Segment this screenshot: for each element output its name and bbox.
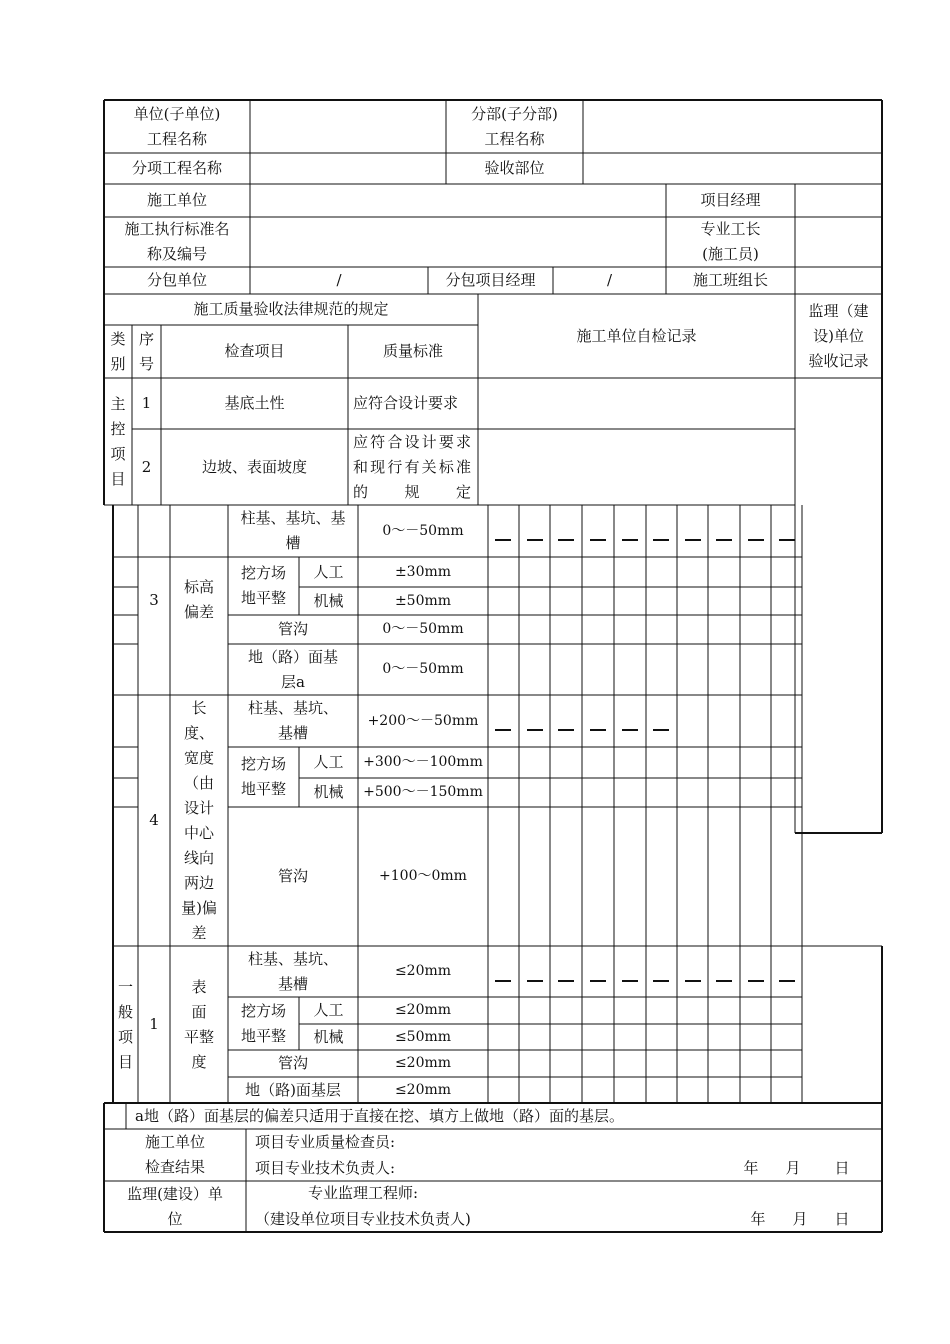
team-leader-label: 施工班组长 [692, 271, 768, 289]
main-control-item-1: 基底土性 [224, 394, 285, 412]
general-label: 一 般 项 目 [117, 977, 133, 1071]
elevation-std-foundation: 0～－50mm [382, 522, 464, 539]
dash-mark [653, 539, 669, 541]
day-label-2: 日 [834, 1209, 850, 1228]
length-width-name: 长 度、 宽度 （由 设计 中心 线向 两边 量)偏 差 [181, 698, 217, 942]
supervision-unit-label: 监理(建设）单 位 [127, 1184, 223, 1228]
quality-standard-header: 质量标准 [382, 342, 443, 360]
length-width-std-trench: +100～0mm [379, 868, 467, 884]
construction-result-label: 施工单位 检查结果 [144, 1133, 205, 1176]
length-width-item-foundation: 柱基、基坑、 基槽 [247, 699, 338, 742]
supervision-header: 监理（建 设)单位 验收记录 [808, 301, 869, 370]
professional-foreman-label: 专业工长 (施工员) [700, 220, 761, 263]
dash-mark [748, 539, 764, 541]
footnote: a地（路）面基层的偏差只适用于直接在挖、填方上做地（路）面的基层。 [135, 1106, 624, 1125]
year-label-2: 年 [750, 1209, 766, 1228]
elevation-name: 标高 偏差 [183, 578, 214, 621]
subcontract-manager-label: 分包项目经理 [445, 271, 536, 289]
dash-mark [622, 539, 638, 541]
length-width-no: 4 [149, 811, 159, 829]
elevation-item-road-base: 地（路）面基 层a [247, 647, 338, 691]
general-std-machine: ≤50mm [394, 1028, 452, 1045]
dash-mark [590, 539, 606, 541]
supervising-engineer-label: 专业监理工程师: [308, 1184, 419, 1202]
dash-mark [495, 729, 511, 731]
dash-mark [685, 980, 701, 982]
subcontractor-value: / [336, 271, 342, 289]
general-std-manual: ≤20mm [394, 1002, 452, 1018]
day-label: 日 [834, 1158, 850, 1177]
tech-leader-label: 项目专业技术负责人: [255, 1158, 396, 1177]
subcontract-manager-value: / [606, 271, 613, 289]
month-label: 月 [785, 1158, 801, 1177]
length-width-manual-label: 人工 [313, 753, 344, 771]
owner-tech-leader-label: （建设单位项目专业技术负责人) [255, 1209, 471, 1228]
dash-mark [527, 539, 543, 541]
dash-mark [590, 980, 606, 982]
general-item-road-base: 地（路)面基层 [245, 1080, 341, 1099]
elevation-no: 3 [149, 590, 159, 609]
check-item-header: 检查项目 [224, 342, 285, 360]
dash-mark [527, 980, 543, 982]
dash-mark [779, 980, 795, 982]
acceptance-location-label: 验收部位 [484, 159, 545, 177]
length-width-trench-label: 管沟 [277, 867, 308, 885]
main-control-no-2: 2 [141, 457, 152, 476]
length-width-std-foundation: +200～－50mm [367, 712, 479, 729]
dash-mark [779, 539, 795, 541]
length-width-excavation-label: 挖方场 地平整 [240, 755, 286, 798]
length-width-std-manual: +300～－100mm [363, 754, 483, 770]
subcontractor-label: 分包单位 [146, 271, 207, 289]
main-control-item-2: 边坡、表面坡度 [201, 457, 307, 476]
project-manager-label: 项目经理 [700, 191, 761, 209]
elevation-std-trench: 0～－50mm [382, 621, 464, 637]
sub-item-name-label: 分项工程名称 [131, 159, 222, 177]
dash-mark [685, 539, 701, 541]
elevation-std-road-base: 0～－50mm [382, 661, 464, 677]
length-width-std-machine: +500～－150mm [363, 784, 483, 800]
dash-mark [716, 539, 732, 541]
dash-mark [558, 729, 574, 731]
elevation-machine-label: 机械 [313, 591, 344, 610]
dash-mark [495, 980, 511, 982]
general-excavation-label: 挖方场 地平整 [240, 1001, 286, 1045]
elevation-trench-label: 管沟 [277, 620, 308, 638]
construction-unit-label: 施工单位 [146, 191, 207, 209]
general-std-road-base: ≤20mm [394, 1081, 452, 1098]
dash-mark [622, 729, 638, 731]
general-item-foundation: 柱基、基坑、 基槽 [247, 949, 338, 993]
dash-mark [653, 980, 669, 982]
elevation-manual-label: 人工 [313, 562, 344, 581]
dash-mark [495, 539, 511, 541]
elevation-item-foundation: 柱基、基坑、基 槽 [240, 509, 346, 552]
unit-project-name-label: 单位(子单位) 工程名称 [133, 104, 221, 148]
division-project-name-label: 分部(子分部) 工程名称 [471, 104, 558, 148]
dash-mark [558, 539, 574, 541]
dash-mark [558, 980, 574, 982]
category-header: 类 别 [110, 329, 126, 373]
general-std-foundation: ≤20mm [394, 963, 452, 979]
regulation-header: 施工质量验收法律规范的规定 [193, 300, 389, 318]
quality-inspector-label: 项目专业质量检查员: [255, 1132, 396, 1151]
dash-mark [716, 980, 732, 982]
general-machine-label: 机械 [313, 1027, 344, 1046]
main-control-std-2: 应符合设计要求和现行有关标准的规定 [353, 432, 471, 501]
dash-mark [653, 729, 669, 731]
general-trench-label: 管沟 [277, 1054, 308, 1072]
elevation-std-machine: ±50mm [394, 592, 452, 609]
general-no: 1 [149, 1015, 159, 1033]
standard-name-label: 施工执行标准名 称及编号 [124, 220, 230, 263]
year-label: 年 [743, 1158, 759, 1177]
elevation-excavation-label: 挖方场 地平整 [240, 564, 286, 607]
main-control-std-1: 应符合设计要求 [353, 394, 459, 412]
general-name: 表 面 平整 度 [183, 977, 214, 1071]
main-control-label: 主 控 项 目 [110, 394, 126, 488]
general-manual-label: 人工 [313, 1001, 344, 1019]
general-std-trench: ≤20mm [394, 1055, 452, 1071]
elevation-std-manual: ±30mm [394, 563, 452, 580]
dash-mark [590, 729, 606, 731]
month-label-2: 月 [792, 1209, 808, 1228]
length-width-machine-label: 机械 [313, 783, 344, 801]
dash-mark [748, 980, 764, 982]
main-control-no-1: 1 [141, 394, 152, 412]
dash-mark [527, 729, 543, 731]
dash-mark [622, 980, 638, 982]
seq-header: 序 号 [138, 329, 154, 373]
self-check-header: 施工单位自检记录 [576, 326, 697, 345]
